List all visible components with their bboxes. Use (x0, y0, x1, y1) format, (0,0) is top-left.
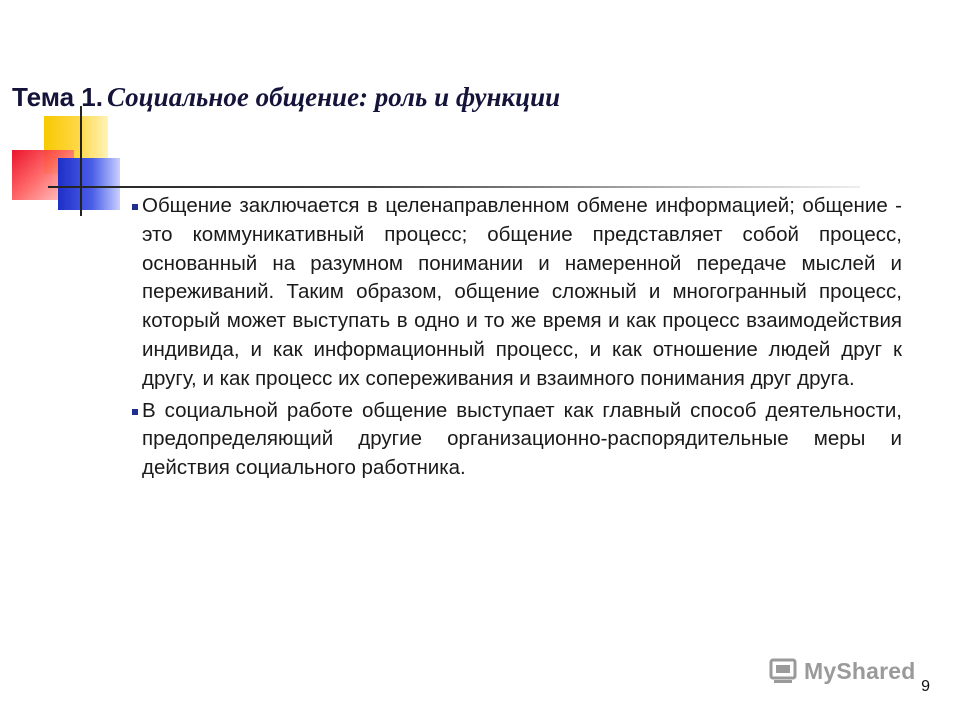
decor-vertical-line (80, 106, 82, 216)
slide-title (12, 82, 560, 113)
bullet-list (132, 192, 902, 486)
watermark (768, 656, 916, 686)
bullet-square-icon (132, 409, 138, 415)
slide-title-number: Тема 1. (12, 82, 103, 112)
bullet-square-icon (132, 204, 138, 210)
decor-blue-square (58, 158, 120, 210)
myshared-logo-icon (768, 656, 798, 686)
bullet-text: В социальной работе общение выступает как главный способ деятельности, предопределяющий другие организационно-распорядительные меры и действия социального работника. (142, 398, 902, 480)
decor-horizontal-line (48, 186, 860, 188)
bullet-item (132, 397, 902, 483)
bullet-item (132, 192, 902, 394)
watermark-text: MyShared (804, 657, 916, 684)
bullet-text: Общение заключается в целенаправленном обмене информацией; общение - это коммуникативный процесс; общение представляет собой процесс, основанный на разумном понимании и намеренной передаче мыслей и переживаний. Таким образом, общение сложный и многогранный процесс, который может выступать в одно и то же время и как процесс взаимодействия индивида, и как информационный процесс, и как отношение людей друг к другу, и как процесс их сопереживания и взаимного понимания друг друга. (142, 194, 902, 390)
slide-title-text: Социальное общение: роль и функции (106, 82, 561, 112)
page-number: 9 (921, 678, 930, 695)
